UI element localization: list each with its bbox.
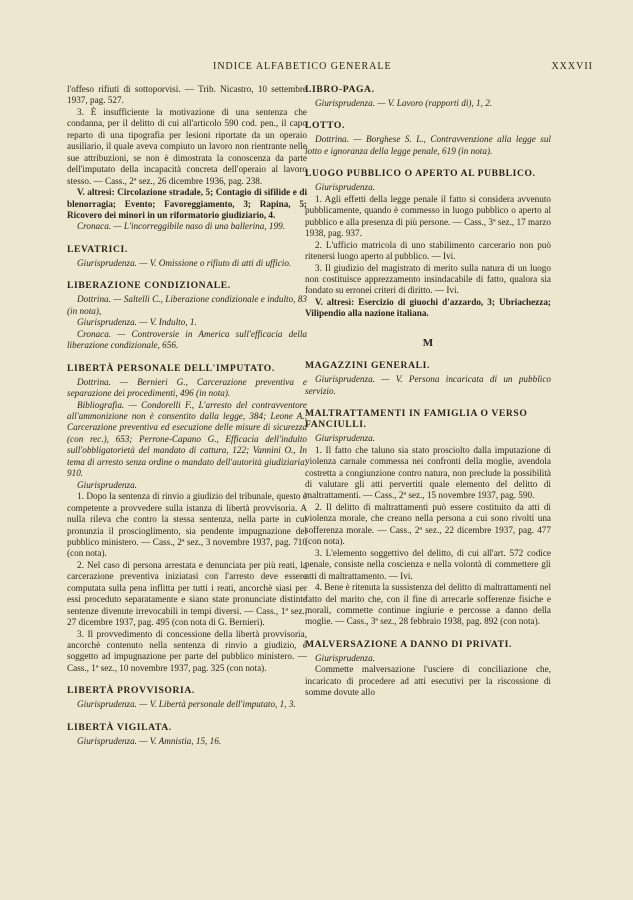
entry-text: Dottrina. — Borghese S. L., Contravvenzione alla legge sul lotto e ignoranza della legge penale, 619 (in nota). [305,134,551,156]
index-heading: LIBERTÀ PERSONALE DELL'IMPUTATO. [67,362,275,374]
entry-text: 4. Bene è ritenuta la sussistenza del delitto di maltrattamenti nel fatto del marito che, con il fine di arrecarle sofferenze fisiche e morali, commette continue ingiurie e percosse a danno della moglie. — Cass., 3ª sez., 28 febbraio 1938, pag. 892 (con nota). [305,582,551,627]
right-column [305,84,551,699]
index-heading: MAGAZZINI GENERALI. [305,360,430,372]
section-letter: M [422,336,434,349]
entry-text: Cronaca. — L'incorreggibile naso di una ballerina, 199. [77,221,286,232]
index-heading: LIBRO-PAGA. [305,84,375,95]
entry-text: Giurisprudenza. — V. Indulto, 1. [77,317,197,328]
entry-text: 3. È insufficiente la motivazione di una sentenza che condanna, per il delitto di cui all'articolo 590 cod. pen., il capo reparto di una tipografia per lesioni riportate da un operaio ausiliario, il quale aveva compiuto un lavoro non rientrante nelle sue attribuzioni, se non è dimostrata la conoscenza da parte dell'imputato della incapacità concreta dell'operaio al lavoro stesso. — Cass., 2ª sez., 26 dicembre 1936, pag. 238. [67,106,307,186]
running-title: INDICE ALFABETICO GENERALE [213,61,392,72]
entry-text: Giurisprudenza. [77,479,137,490]
entry-text: Dottrina. — Saltelli C., Liberazione condizionale e indulto, 83 (in nota), [67,294,307,316]
entry-text: Giurisprudenza. — V. Omissione o rifiuto di atti di ufficio. [77,257,292,268]
entry-text: Giurisprudenza. — V. Lavoro (rapporti di), 1, 2. [315,98,493,108]
entry-text: Giurisprudenza. — V. Persona incaricata di un pubblico servizio. [305,374,551,396]
index-heading: MALTRATTAMENTI IN FAMIGLIA O VERSO FANCIULLI. [305,408,528,431]
entry-text: l'offeso rifiuti di sottoporvisi. — Trib. Nicastro, 10 settembre 1937, pag. 527. [67,84,307,106]
index-heading: LIBERTÀ VIGILATA. [67,721,172,733]
cross-reference: V. altresì: Esercizio di giuochi d'azzardo, 3; Ubriachezza; Vilipendio alla nazione italiana. [305,296,551,319]
entry-text: Giurisprudenza. — V. Libertà personale dell'imputato, 1, 3. [77,699,296,710]
index-heading: MALVERSAZIONE A DANNO DI PRIVATI. [305,638,513,650]
index-heading: LUOGO PUBBLICO O APERTO AL PUBBLICO. [305,168,536,180]
page-number: XXXVII [551,61,593,72]
entry-text: 1. Dopo la sentenza di rinvio a giudizio del tribunale, questo è competente a provvedere sulla istanza di libertà provvisoria. A nulla rileva che contro la stessa sentenza, nella parte in cui pronunzia il proscioglimento, sia pendente impugnazione del pubblico ministero. — Cass., 2ª sez., 3 novembre 1937, pag. 710 (con nota). [67,491,307,559]
cross-reference: V. altresì: Circolazione stradale, 5; Contagio di sifilide e di blenorragia; Evento; Favoreggiamento, 3; Rapina, 5; Ricovero dei minori in un riformatorio giudiziario, 4. [67,187,307,220]
entry-text: 1. Il fatto che taluno sia stato prosciolto dalla imputazione di violenza carnale commessa nei confronti della moglie, avendola costretta a congiunzione contro natura, non preclude la possibilità di valutare gli atti pervertiti quale elemento del delitto di maltrattamenti. — Cass., 2ª sez., 15 novembre 1937, pag. 590. [305,444,551,501]
entry-text: Commette malversazione l'usciere di conciliazione che, incaricato di procedere ad atti esecutivi per la riscossione di somme dovute allo [305,664,551,698]
entry-text: 3. L'elemento soggettivo del delitto, di cui all'art. 572 codice penale, consiste nella coscienza e nella volontà di commettere gli atti di maltrattamento. — Ivi. [305,547,551,581]
index-heading: LIBERTÀ PROVVISORIA. [67,685,195,697]
entry-text: Giurisprudenza. [315,433,375,444]
entry-text: Cronaca. — Controversie in America sull'efficacia della liberazione condizionale, 656. [67,328,307,351]
entry-text: 2. Il delitto di maltrattamenti può essere costituito da atti di violenza morale, che creano nella persona a cui sono rivolti una sofferenza morale. — Cass., 2ª sez., 22 dicembre 1937, pag. 477 (con nota). [305,501,551,547]
entry-text: 1. Agli effetti della legge penale il fatto si considera avvenuto pubblicamente, quando è commesso in luogo pubblico o aperto al pubblico e alla presenza di più persone. — Cass., 3ª sez., 17 marzo 1938, pag. 937. [305,193,551,239]
entry-text: Bibliografia. — Condorelli F., L'arresto del contravventore all'ammonizione non è consentito dalla legge, 384; Leone A., Carcerazione preventiva ed esecuzione delle misure di sicurezza (con rec.), 653; Perrone-Capano G., Efficacia dell'indulto sull'obbligatorietà del mandato di cattura, 122; Vannini O., In tema di arresto senza ordine o mandato dell'autorità giudiziaria, 910. [67,399,307,479]
left-column [67,84,307,747]
entry-text: Dottrina. — Bernieri G., Carcerazione preventiva e separazione dei procedimenti, 496 (in nota). [67,376,307,399]
entry-text: 3. Il giudizio del magistrato di merito sulla natura di un luogo non costituisce apprezzamento insindacabile di fatto, qualora sia fondato su erronei criteri di diritto. — Ivi. [305,262,551,296]
index-heading: LIBERAZIONE CONDIZIONALE. [67,280,231,292]
entry-text: 2. L'ufficio matricola di uno stabilimento carcerario non può ritenersi luogo aperto al pubblico. — Ivi. [305,239,551,262]
entry-text: Giurisprudenza. — V. Amnistia, 15, 16. [77,735,222,746]
index-heading: LOTTO. [305,120,345,132]
index-heading: LEVATRICI. [67,243,128,255]
entry-text: 2. Nel caso di persona arrestata e denunciata per più reati, la carcerazione preventiva iniziatasi con l'arresto deve essere computata sulla pena inflitta per tutti i reati, ancorchè siasi per essi proceduto separatamente e siano state pronunciate distinte sentenze divenute irrevocabili in tempi diversi. — Cass., 1ª sez., 27 dicembre 1937, pag. 495 (con nota di G. Bernieri). [67,559,307,628]
entry-text: 3. Il provvedimento di concessione della libertà provvisoria, ancorchè contenuto nella sentenza di rinvio a giudizio, è soggetto ad impugnazione per parte del pubblico ministero. — Cass., 1ª sez., 10 novembre 1937, pag. 325 (con nota). [67,628,307,673]
entry-text: Giurisprudenza. [315,182,375,193]
running-header [0,61,633,75]
entry-text: Giurisprudenza. [315,652,375,663]
